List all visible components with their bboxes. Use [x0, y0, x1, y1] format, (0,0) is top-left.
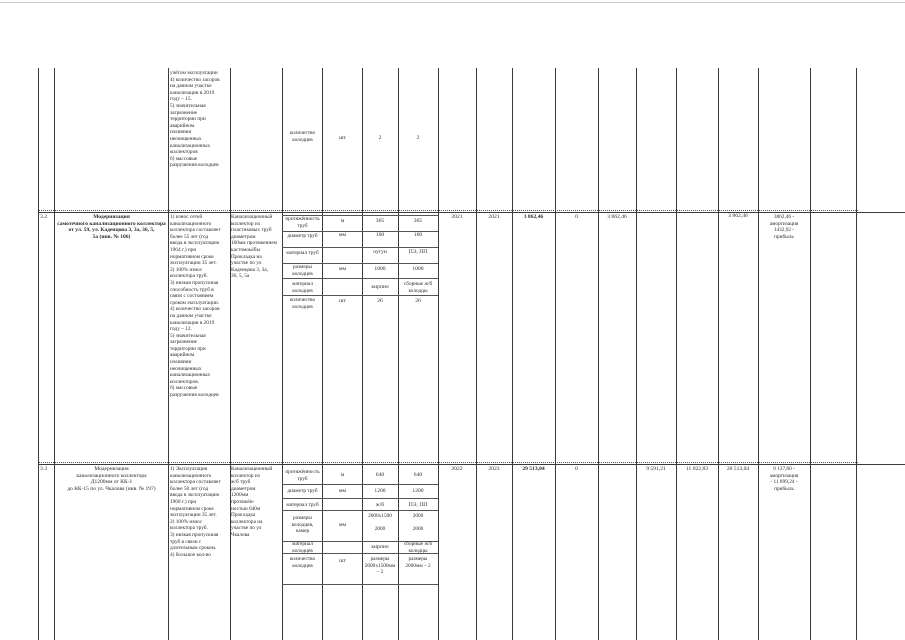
param-value-before: 1000: [374, 266, 386, 272]
param-value-before: чугун: [373, 249, 387, 255]
column-line: [676, 68, 677, 640]
param-value-before: кирпич: [371, 284, 389, 290]
param-value-after: 640: [413, 472, 423, 478]
param-value-before: кирпич: [371, 544, 389, 550]
param-value-after: 26: [415, 298, 421, 304]
param-name: количество колодцев: [289, 297, 316, 310]
param-value-after: 1000: [412, 266, 424, 272]
param-value-after: сборные ж/б колодцы: [403, 541, 433, 554]
param-value-before: 1200: [374, 488, 386, 494]
param-name: материал труб: [286, 250, 319, 256]
column-line: [438, 68, 439, 640]
param-value-after: 2000 2000: [412, 513, 424, 533]
row2-year-end: 2023: [488, 466, 500, 472]
param-name: материал колодцев: [292, 281, 313, 294]
column-line: [810, 68, 811, 640]
param-unit: шт: [339, 558, 346, 564]
row2-project-name: Модернизация канализационного коллектора Д1200мм от КК-1 до КК-15 по ул. Чкалова (инв. № 197): [67, 466, 156, 492]
row1-project-name: Модернизация самотечного канализационного коллектора от ул. 59, ул. Каденцова 3, 3а, 36, 5, 5а (инв. № 106): [57, 214, 166, 240]
row1-works-text: Канализационный коллектор из пластиковых труб диаметром 160мм протяжением кастомоьёбы Прокладка на участке по ул Каденцова 3, 3а, 36, 5, 5а: [231, 214, 278, 280]
param-value-before: 26: [377, 298, 383, 304]
param-unit: м: [340, 218, 345, 224]
param-value-before: ж/б: [375, 502, 385, 508]
param-value-before: 160: [375, 232, 385, 238]
column-line: [598, 68, 599, 640]
param-name: диаметр труб: [287, 233, 318, 239]
param-unit: мм: [338, 232, 347, 238]
param-value-after: 365: [413, 218, 423, 224]
column-line: [758, 68, 759, 640]
param-value-after: ПЭ, ПП: [408, 249, 428, 255]
column-line: [636, 68, 637, 640]
row2-criteria-text: 1) Эксплуатация канализационного коллектора составляет более 50 лет (год ввода в эксплуатацию 1968 г.) при нормативном сроке эксплуатации 35 лет. 2) 100% износ коллектора труб. 3) низкая пропускная труб в связи с длительным сроком. 4) большое кол-во: [170, 466, 221, 558]
row0-criteria-text: учётом эксплуатации 4) количество засоров на данном участке канализации в 2019 году – 15. 5) значительная загрязнение территории при аварийном излиянии неочищенных канализационных коллекторов 6) массовые разрушения колодцев: [170, 70, 220, 169]
row2-works-text: Канализационный коллектор из ж/б труб диаметром 1200мм протяжён- ностью 640м Прокладка коллектора на участке по ул Чкалова: [231, 466, 273, 538]
column-line: [856, 68, 857, 640]
row-dotted-border: [38, 462, 858, 463]
param-name: протяжённость труб: [285, 216, 320, 229]
param-value-after: сборные ж/б колодцы: [403, 281, 433, 294]
param-value-after: 160: [413, 232, 423, 238]
param-value-before: 640: [375, 472, 385, 478]
row1-amount-b: 3 862,46: [728, 213, 748, 219]
row2-number: 3.3: [40, 466, 47, 472]
param-value-after: 1200: [412, 488, 424, 494]
row1-criteria-text: 1) износ сетей канализационного коллектора составляет более 55 лет (год ввода в эксплуатацию 1964 г.) при нормативном сроке эксплуатации 35 лет. 2) 100% износ коллектора труб. 3) низкая пропускная способность труб в связи с состоянием сроком эксплуатации. 4) количество засоров на данном участке канализации в 2019 году – 12. 5) значительная загрязнение территории при аварийном излиянии неочищенных канализационных коллекторов. 6) массовые разрушения колодцев: [170, 214, 221, 399]
row-dotted-border: [38, 210, 858, 211]
param-value-before: размеры 2000х1500мм – 2: [364, 556, 396, 576]
param-unit: шт: [339, 298, 346, 304]
column-line: [718, 68, 719, 640]
row1-source-note: 3862,46 - амортизация 1432,92 - прибыль: [769, 214, 799, 240]
row2-total-cost: 29 513,04: [522, 466, 545, 472]
row1-year-start: 2021: [451, 214, 463, 220]
column-line: [476, 68, 477, 640]
column-line: [555, 68, 556, 640]
row0-param-name: количество колодцев: [289, 130, 316, 143]
param-unit: мм: [338, 266, 347, 272]
scan-edge-line: [0, 2, 905, 3]
param-name: количество колодцев: [289, 556, 316, 569]
column-line: [38, 68, 39, 640]
param-value-before: 365: [375, 218, 385, 224]
param-name: протяжённость труб: [285, 469, 320, 482]
row1-number: 3.2: [40, 214, 47, 220]
param-unit: мм: [338, 522, 347, 528]
row1-zero-value: 0: [575, 214, 578, 220]
row2-amount-a: 9 591,21: [646, 466, 666, 472]
row2-year-start: 2022: [451, 466, 463, 472]
param-value-before: 2000х1500 2000: [368, 513, 392, 533]
row1-year-end: 2021: [488, 214, 500, 220]
param-name: размеры колодцев: [292, 264, 313, 277]
param-name: материал колодцев: [292, 541, 313, 554]
param-value-after: размеры 2000мм – 2: [405, 556, 431, 569]
param-value-after: ПЭ, ПП: [408, 502, 428, 508]
row1-total-cost: 3 862,46: [523, 214, 544, 220]
param-unit: м: [340, 472, 345, 478]
column-line: [54, 68, 55, 640]
param-name: размеры колодцев, камер: [291, 515, 314, 535]
param-unit: мм: [338, 488, 347, 494]
row2-zero-value: 0: [575, 466, 578, 472]
param-name: материал труб: [286, 502, 319, 508]
row0-param-unit: шт: [339, 135, 346, 141]
row2-source-note: 9 137,80 - амортизация - 11 899,24 - прибыль: [769, 466, 799, 492]
column-line: [512, 68, 513, 640]
row2-amount-c: 20 513,04: [726, 466, 750, 472]
row1-amount-a: 3 862,46: [607, 214, 627, 220]
column-line: [168, 68, 169, 640]
param-name: диаметр труб: [287, 488, 318, 494]
row0-param-value-after: 2: [416, 135, 420, 141]
row0-param-value-before: 2: [378, 135, 382, 141]
row2-amount-b: 11 022,83: [685, 466, 709, 472]
